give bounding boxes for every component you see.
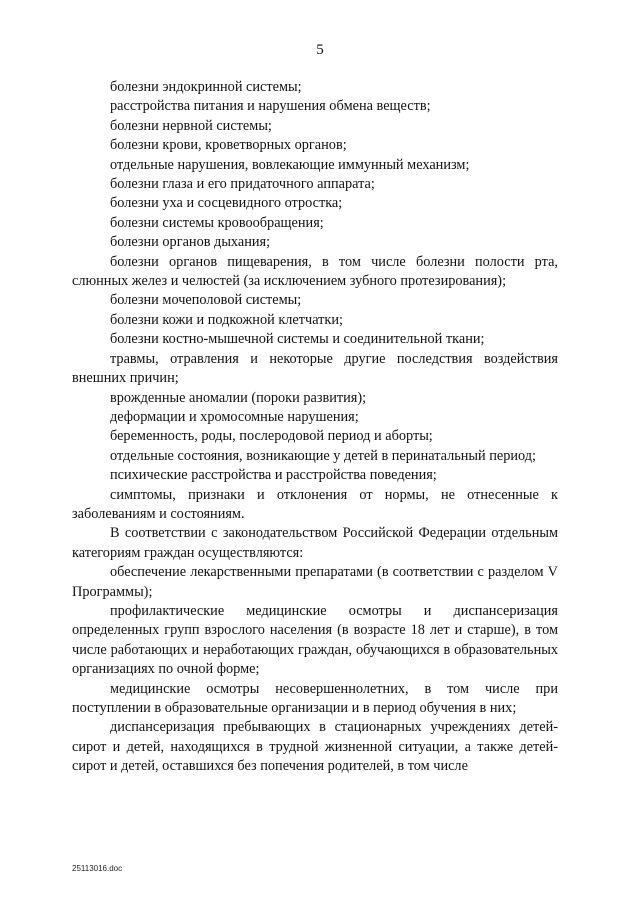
paragraph: медицинские осмотры несовершеннолетних, в том числе при поступлении в образовательные организации и в период обучения в них; xyxy=(72,680,558,716)
paragraph: врожденные аномалии (пороки развития); xyxy=(110,389,367,406)
paragraph: отдельные состояния, возникающие у детей в перинатальный период; xyxy=(110,447,537,464)
page-number: 5 xyxy=(316,42,324,58)
paragraph: болезни органов дыхания; xyxy=(110,234,271,251)
paragraph: деформации и хромосомные нарушения; xyxy=(110,408,359,425)
document-body xyxy=(72,78,558,777)
paragraph: травмы, отравления и некоторые другие последствия воздействия внешних причин; xyxy=(72,350,558,387)
paragraph: расстройства питания и нарушения обмена веществ; xyxy=(110,98,431,115)
paragraph: болезни органов пищеварения, в том числе болезни полости рта, слюнных желез и челюстей (за исключением зубного протезирования); xyxy=(72,253,558,290)
paragraph: В соответствии с законодательством Российской Федерации отдельным категориям граждан осуществляются: xyxy=(72,525,558,561)
paragraph: отдельные нарушения, вовлекающие иммунный механизм; xyxy=(110,156,470,173)
paragraph: болезни крови, кроветворных органов; xyxy=(110,137,347,154)
paragraph: болезни мочеполовой системы; xyxy=(110,292,302,309)
paragraph: болезни системы кровообращения; xyxy=(110,214,324,231)
paragraph: симптомы, признаки и отклонения от нормы, не отнесенные к заболеваниям и состояниям. xyxy=(72,486,558,522)
paragraph: болезни костно-мышечной системы и соединительной ткани; xyxy=(110,331,485,348)
document-file-code: 25113016.doc xyxy=(72,864,123,873)
paragraph: болезни кожи и подкожной клетчатки; xyxy=(110,311,343,328)
paragraph: болезни нервной системы; xyxy=(110,117,272,134)
paragraph: психические расстройства и расстройства поведения; xyxy=(110,467,437,484)
paragraph: болезни глаза и его придаточного аппарата; xyxy=(110,176,375,193)
paragraph: обеспечение лекарственными препаратами (в соответствии с разделом V Программы); xyxy=(72,564,558,600)
paragraph: беременность, роды, послеродовой период и аборты; xyxy=(110,428,433,445)
paragraph: диспансеризация пребывающих в стационарных учреждениях детей-сирот и детей, находящихся в трудной жизненной ситуации, а также детей-сирот и детей, оставшихся без попечения родителей, в том числе xyxy=(72,719,558,775)
paragraph: профилактические медицинские осмотры и диспансеризация определенных групп взрослого населения (в возрасте 18 лет и старше), в том числе работающих и неработающих граждан, обучающихся в образовательных организациях по очной форме; xyxy=(72,602,558,678)
paragraph: болезни уха и сосцевидного отростка; xyxy=(110,195,343,212)
paragraph: болезни эндокринной системы; xyxy=(110,79,302,95)
